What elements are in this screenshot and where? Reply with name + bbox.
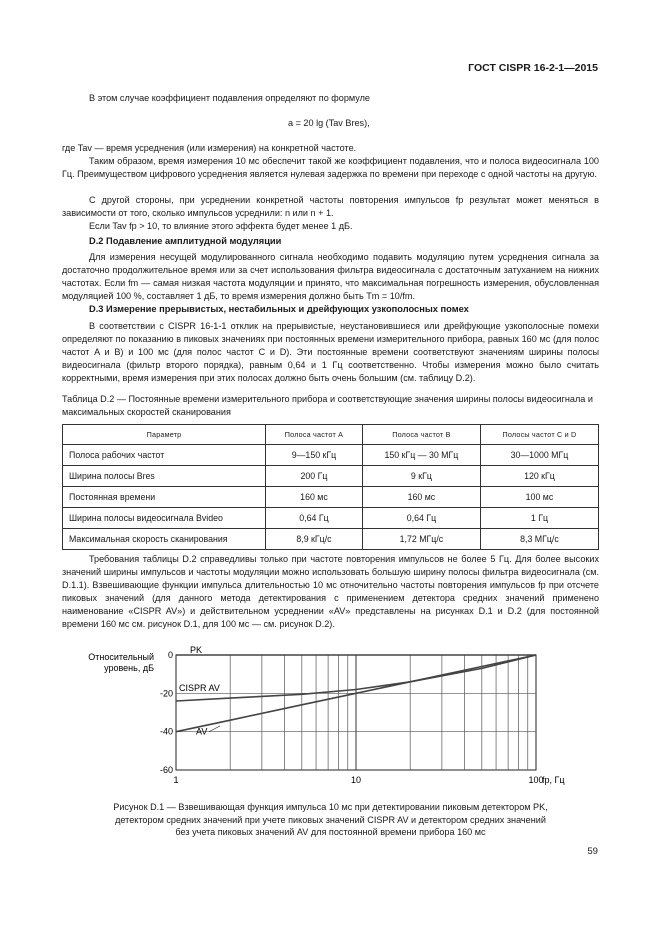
y-tick-label: -40 <box>159 726 173 737</box>
x-tick-label: 10 <box>350 775 362 785</box>
table-caption: Таблица D.2 — Постоянные времени измерительного прибора и соответствующие значения ширины полосы видеосигнала и максимальных скоростей сканирования <box>62 394 593 417</box>
table-cell: Полоса рабочих частот <box>63 445 266 466</box>
table-row <box>63 445 599 466</box>
table-header-row <box>63 425 599 445</box>
table-row <box>63 529 599 550</box>
table-cell: 200 Гц <box>266 466 363 487</box>
table-cell: Максимальная скорость сканирования <box>63 529 266 550</box>
y-tick-label: -20 <box>159 688 173 699</box>
table-cell: Постоянная времени <box>63 487 266 508</box>
paragraph-d2: Для измерения несущей модулированного сигнала необходимо подавить модуляцию путем усреднения сигнала за достаточно продолжительное время или за счет использования фильтра видеосигнала с достаточным затуханием на нижних частотах. Если fm — самая низкая частота модуляции и принято, что максимальная погрешность измерения, обусловленная модуляцией 100 %, составляет 1 дБ, то время измерения должно быть Tm = 10/fm. <box>62 252 599 301</box>
weighting-function-chart <box>60 640 600 792</box>
chart-ylabel-line-1: Относительный <box>88 652 154 662</box>
paragraph-d3: В соответствии с CISPR 16-1-1 отклик на прерывистые, неустановившиеся или дрейфующие узкополосные помехи определяют по показанию в пиковых значениях при постоянных времени измерительного прибора, равных 160 мс (для полос частот A и B) и 100 мс (для полос частот C и D). Эти постоянные времени соответствуют значениям ширины полосы видеосигнала (фильтр второго порядка), равным 0,64 и 1 Гц соответственно. Чтобы измерения можно было считать корректными, время измерения при этих полосах должно быть очень большим (см. таблицу D.2). <box>62 321 599 383</box>
table-header: Полоса частот A <box>266 425 363 445</box>
figure-caption-line-2: детектором средних значений при учете пиковых значений CISPR AV и детектором средних значений <box>115 814 546 825</box>
y-tick-label: 0 <box>167 650 173 660</box>
table-header: Полосы частот C и D <box>480 425 598 445</box>
table-cell: 1,72 МГц/с <box>362 529 480 550</box>
x-tick-label: 100 <box>528 775 544 785</box>
table-cell: 9—150 кГц <box>266 445 363 466</box>
table-row <box>63 487 599 508</box>
figure-caption <box>62 801 599 839</box>
paragraph-requirements: Требования таблицы D.2 справедливы только при частоте повторения импульсов не более 5 Гц. Для более высоких значений ширины импульсов и частоты модуляции можно использовать большую ширину полосы фильтра видеосигнала (см. D.1.1). Взвешивающие функции импульса длительностью 10 мс отночительно частоты повторения импульсов fp при отсчете пиковых значений (для данного метода детектирования с применением детектора средних значений применено наименование «CISPR AV») и действительном усреднении «AV» представлены на рисунках D.1 и D.2 (для постоянной времени 160 мс см. рисунок D.1, для 100 мс — см. рисунок D.2). <box>62 554 599 629</box>
standard-header: ГОСТ CISPR 16-2-1—2015 <box>468 62 598 74</box>
figure-caption-line-1: Рисунок D.1 — Взвешивающая функция импульса 10 мс при детектировании пиковым детектором PK, <box>113 802 548 812</box>
table-cell: Ширина полосы видеосигнала Bvideo <box>63 508 266 529</box>
x-axis-label: fp, Гц <box>542 775 565 785</box>
table-cell: 160 мс <box>362 487 480 508</box>
figure-caption-line-3: без учета пиковых значений AV для постоянной времени прибора 160 мс <box>175 827 486 837</box>
table-cell: 160 мс <box>266 487 363 508</box>
page-number: 59 <box>587 846 598 857</box>
series-label-av: AV <box>196 726 208 737</box>
table-cell: 9 кГц <box>362 466 480 487</box>
y-tick-label: -60 <box>159 765 173 775</box>
x-tick-label: 1 <box>173 775 179 785</box>
series-label-cispr-av: CISPR AV <box>179 683 220 694</box>
formula: a = 20 lg (Tav Bres), <box>288 118 370 128</box>
table-cell: 0,64 Гц <box>362 508 480 529</box>
table-row <box>63 508 599 529</box>
table-cell: 30—1000 МГц <box>480 445 598 466</box>
paragraph-other-side: С другой стороны, при усреднении конкретной частоты повторения импульсов fp результат может меняться в зависимости от того, сколько импульсов усреднили: n или n + 1. <box>62 195 599 218</box>
table-header: Параметр <box>63 425 266 445</box>
paragraph-intro: В этом случае коэффициент подавления определяют по формуле <box>89 93 370 103</box>
chart-ticks <box>160 650 565 785</box>
table-cell: 1 Гц <box>480 508 598 529</box>
table-row <box>63 466 599 487</box>
table-cell: Ширина полосы Bres <box>63 466 266 487</box>
table-cell: 150 кГц — 30 МГц <box>362 445 480 466</box>
series-label-pk: PK <box>190 645 203 655</box>
heading-d3: D.3 Измерение прерывистых, нестабильных и дрейфующих узкополосных помех <box>89 304 469 314</box>
table-cell: 8,3 МГц/с <box>480 529 598 550</box>
parameters-table <box>62 424 599 550</box>
table-cell: 8,9 кГц/с <box>266 529 363 550</box>
paragraph-where: где Tav — время усреднения (или измерения) на конкретной частоте. <box>62 143 357 153</box>
paragraph-effect: Если Tav fp > 10, то влияние этого эффекта будет менее 1 дБ. <box>89 221 353 231</box>
table-cell: 0,64 Гц <box>266 508 363 529</box>
heading-d2: D.2 Подавление амплитудной модуляции <box>89 236 282 246</box>
table-cell: 100 мс <box>480 487 598 508</box>
table-cell: 120 кГц <box>480 466 598 487</box>
chart-grid <box>176 655 536 770</box>
series-label-av-leader <box>209 726 220 732</box>
chart-ylabel-line-2: уровень, дБ <box>104 663 154 673</box>
table-header: Полоса частот B <box>362 425 480 445</box>
paragraph-measurement-time: Таким образом, время измерения 10 мс обеспечит такой же коэффициент подавления, что и полоса видеосигнала 100 Гц. Преимуществом цифрового усреднения является нулевая задержка по времени при переходе с одной частоты на другую. <box>62 156 599 179</box>
